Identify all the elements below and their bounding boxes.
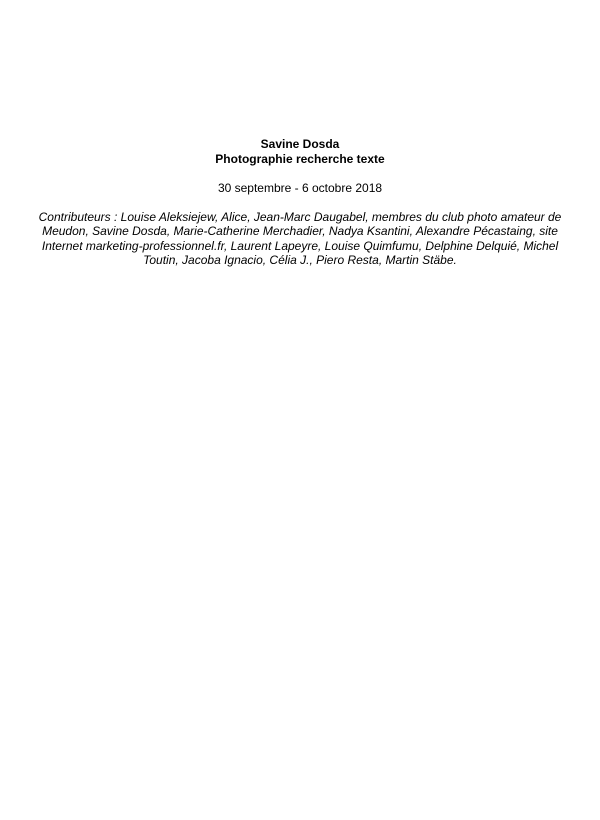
author-name: Savine Dosda <box>260 137 340 151</box>
event-dates: 30 septembre - 6 octobre 2018 <box>217 180 383 195</box>
document-title: Photographie recherche texte <box>215 151 385 166</box>
contributors-list: Contributeurs : Louise Aleksiejew, Alice, Jean-Marc Daugabel, membres du club photo amateur de Meudon, Savine Dosda, Marie-Catherine Merchadier, Nadya Ksantini, Alexandre Pécastaing, site Internet marketing-professionnel.fr, Laurent Lapeyre, Louise Quimfumu, Delphine Delquié, Michel Toutin, Jacoba Ignacio, Célia J., Piero Resta, Martin Stäbe. <box>38 209 562 267</box>
document-content <box>28 137 572 268</box>
